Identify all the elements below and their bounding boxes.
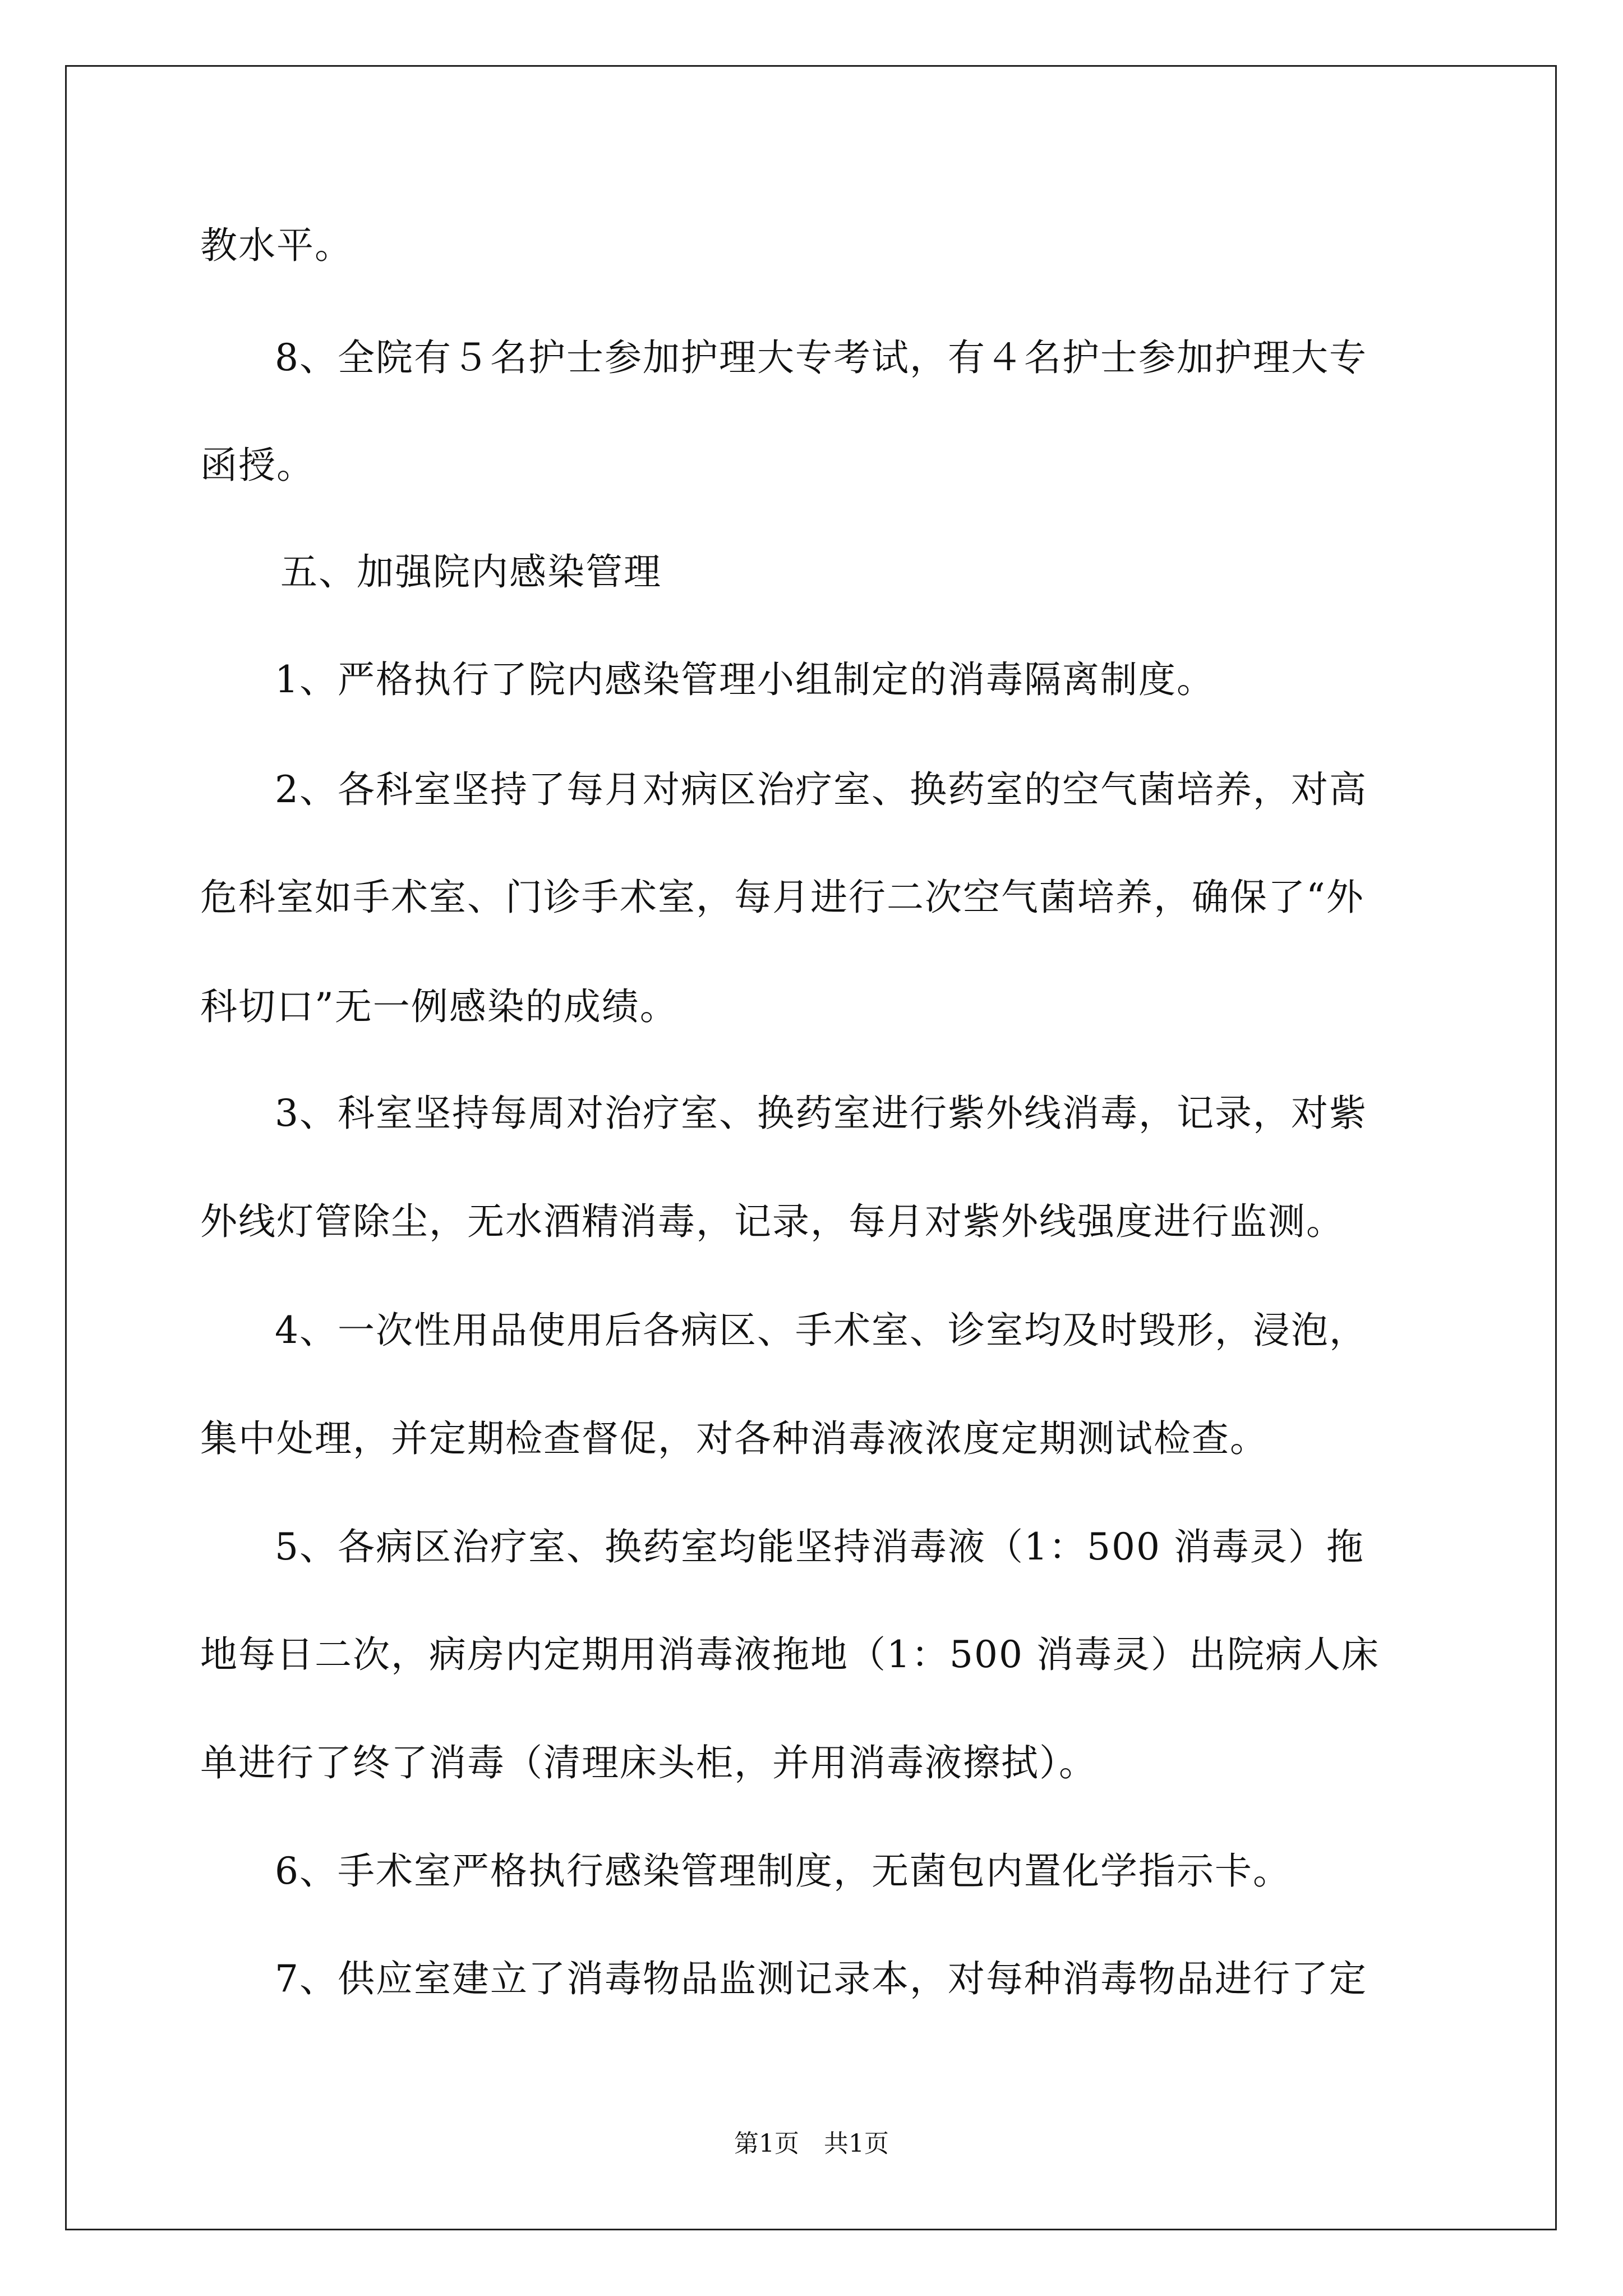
text-line-8: 科切口”无一例感染的成绩。 (200, 985, 678, 1028)
text-line-9: 3、科室坚持每周对治疗室、换药室进行紫外线消毒，记录，对紫 (275, 1092, 1367, 1135)
text-line-6: 2、各科室坚持了每月对病区治疗室、换药室的空气菌培养，对高 (275, 768, 1367, 811)
text-line-13: 5、各病区治疗室、换药室均能坚持消毒液（1：500 消毒灵）拖 (275, 1525, 1364, 1568)
text-line-16: 6、手术室严格执行感染管理制度，无菌包内置化学指示卡。 (275, 1849, 1291, 1893)
text-line-1: 教水平。 (200, 224, 353, 267)
text-line-7: 危科室如手术室、门诊手术室，每月进行二次空气菌培养，确保了“外 (200, 876, 1364, 919)
text-line-12: 集中处理，并定期检查督促，对各种消毒液浓度定期测试检查。 (200, 1417, 1268, 1460)
text-line-3: 函授。 (200, 444, 315, 487)
section-heading: 五、加强院内感染管理 (280, 550, 662, 593)
text-line-10: 外线灯管除尘，无水酒精消毒，记录，每月对紫外线强度进行监测。 (200, 1200, 1344, 1243)
text-line-15: 单进行了终了消毒（清理床头柜，并用消毒液擦拭）。 (200, 1741, 1097, 1784)
text-line-17: 7、供应室建立了消毒物品监测记录本，对每种消毒物品进行了定 (275, 1957, 1367, 2000)
text-line-11: 4、一次性用品使用后各病区、手术室、诊室均及时毁形，浸泡， (275, 1309, 1367, 1352)
text-line-14: 地每日二次，病房内定期用消毒液拖地（1：500 消毒灵）出院病人床 (200, 1633, 1380, 1676)
page-border (65, 65, 1557, 2230)
page-number-footer: 第1页 共1页 (734, 2129, 889, 2158)
text-line-5: 1、严格执行了院内感染管理小组制定的消毒隔离制度。 (275, 658, 1215, 701)
text-line-2: 8、全院有５名护士参加护理大专考试，有４名护士参加护理大专 (275, 336, 1367, 379)
